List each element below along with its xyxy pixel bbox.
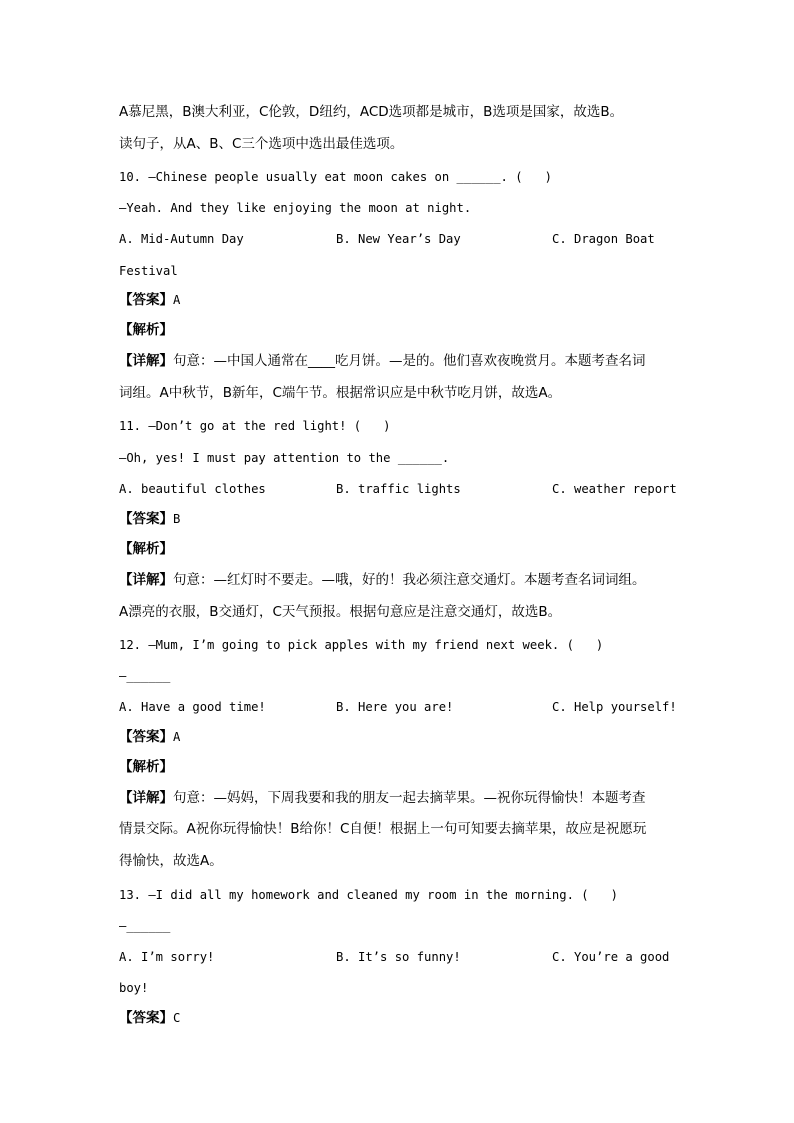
q10-response: —Yeah. And they like enjoying the moon at night. (119, 201, 472, 215)
q12-option-c: C. Help yourself! (552, 700, 677, 714)
answer-label: 【答案】 (119, 511, 173, 527)
q11-question: 11. —Don’t go at the red light! ( ) (119, 419, 391, 433)
answer-label: 【答案】 (119, 292, 173, 308)
q13-option-b: B. It’s so funny! (336, 950, 461, 964)
q10-option-a: A. Mid-Autumn Day (119, 232, 244, 246)
q12-option-a: A. Have a good time! (119, 700, 266, 714)
q12-detail-line3: 得愉快，故选A。 (119, 853, 223, 869)
q10-analysis-label: 【解析】 (119, 322, 173, 338)
q11-option-b: B. traffic lights (336, 482, 461, 496)
q11-answer (119, 509, 679, 528)
q10-option-b: B. New Year’s Day (336, 232, 461, 246)
q12-response: —______ (119, 669, 171, 683)
q12-detail-line1 (119, 789, 679, 807)
q13-response: —______ (119, 919, 171, 933)
q9-explanation-tail: A慕尼黑，B澳大利亚，C伦敦，D纽约，ACD选项都是城市，B选项是国家，故选B。 (119, 104, 624, 120)
answer-label: 【答案】 (119, 1010, 173, 1026)
q13-answer (119, 1008, 679, 1027)
q12-detail-line2: 情景交际。A祝你玩得愉快！B给你！C自便！根据上一句可知要去摘苹果，故应是祝愿玩 (119, 821, 647, 837)
q13-option-a: A. I’m sorry! (119, 950, 215, 964)
q12-answer-value: A (173, 730, 181, 744)
q10-answer (119, 290, 679, 309)
q12-option-b: B. Here you are! (336, 700, 454, 714)
q13-option-c: C. You’re a good (552, 950, 670, 964)
q13-answer-value: C (173, 1011, 181, 1025)
q10-detail-line2: 词组。A中秋节，B新年，C端午节。根据常识应是中秋节吃月饼，故选A。 (119, 385, 562, 401)
q10-answer-value: A (173, 293, 181, 307)
q12-analysis-label: 【解析】 (119, 759, 173, 775)
detail-label: 【详解】 (119, 790, 173, 806)
q11-analysis-label: 【解析】 (119, 541, 173, 557)
q11-detail-text: 句意：—红灯时不要走。—哦，好的！我必须注意交通灯。本题考查名词词组。 (173, 572, 646, 588)
q13-option-c-wrap: boy! (119, 981, 149, 995)
q11-option-c: C. weather report (552, 482, 677, 496)
q11-response: —Oh, yes! I must pay attention to the ______. (119, 451, 450, 465)
q10-detail-text: 句意：—中国人通常在____吃月饼。—是的。他们喜欢夜晚赏月。本题考查名词 (173, 353, 646, 369)
section-instruction: 读句子，从A、B、C三个选项中选出最佳选项。 (119, 136, 404, 152)
q11-answer-value: B (173, 512, 181, 526)
answer-label: 【答案】 (119, 729, 173, 745)
q12-detail-text: 句意：—妈妈，下周我要和我的朋友一起去摘苹果。—祝你玩得愉快！本题考查 (173, 790, 646, 806)
q11-detail-line1 (119, 571, 679, 589)
detail-label: 【详解】 (119, 572, 173, 588)
q13-question: 13. —I did all my homework and cleaned my room in the morning. ( ) (119, 888, 618, 902)
q10-question: 10. —Chinese people usually eat moon cakes on ______. ( ) (119, 170, 552, 184)
q10-detail-line1 (119, 352, 679, 370)
q12-answer (119, 727, 679, 746)
q12-question: 12. —Mum, I’m going to pick apples with my friend next week. ( ) (119, 638, 604, 652)
q11-detail-line2: A漂亮的衣服，B交通灯，C天气预报。根据句意应是注意交通灯，故选B。 (119, 604, 562, 620)
q11-option-a: A. beautiful clothes (119, 482, 266, 496)
q10-option-c-wrap: Festival (119, 264, 178, 278)
detail-label: 【详解】 (119, 353, 173, 369)
q10-option-c: C. Dragon Boat (552, 232, 655, 246)
